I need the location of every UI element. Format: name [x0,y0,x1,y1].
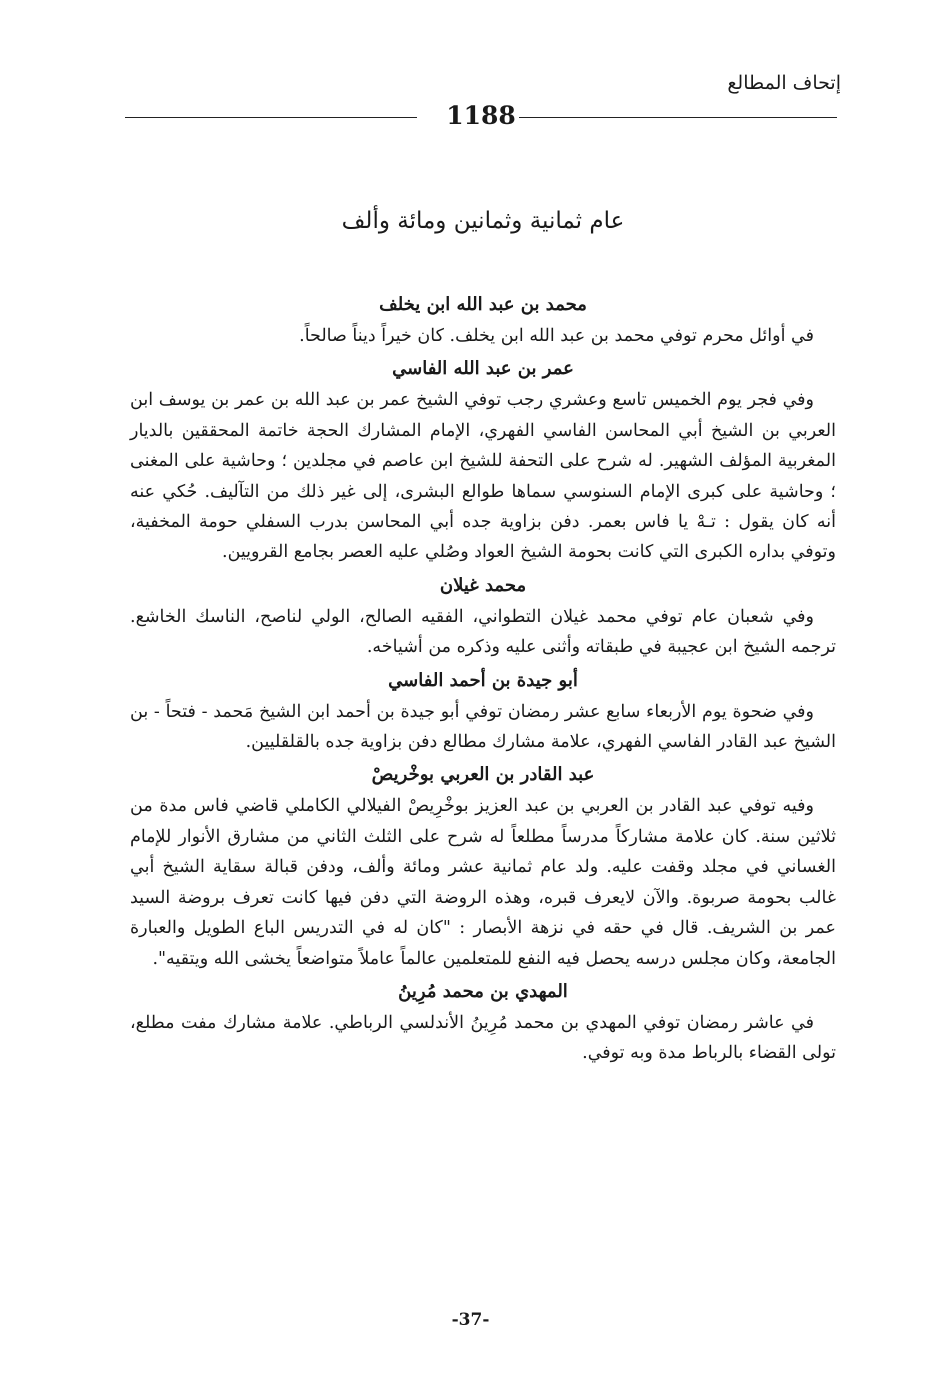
chapter-title: عام ثمانية وثمانين ومائة وألف [341,208,625,234]
entry-text: وفي فجر يوم الخميس تاسع وعشري رجب توفي الشيخ عمر بن عبد الله بن عمر بن يوسف ابن العربي بن الشيخ أبي المحاسن الفاسي الفهري، الإمام المشارك الحجة خاتمة المحققين بالديار المغربية المؤلف الشهير. له شرح على التحفة للشيخ ابن عاصم في مجلدين ؛ وحاشية على المغنى ؛ وحاشية على كبرى الإمام السنوسي سماها طوالع البشرى، إلى غير ذلك من التآليف. حُكي عنه أنه كان يقول : تـهْ يا فاس بعمر. دفن بزاوية جده أبي المحاسن بدرب السفلي حومة المخفية، وتوفي بداره الكبرى التي كانت بحومة الشيخ العواد وصُلي عليه العصر بجامع القرويين. [130,390,836,563]
header-rule-right [519,117,837,118]
entry-heading: محمد غيلان [439,574,527,596]
entry-heading: عمر بن عبد الله الفاسي [392,358,574,380]
entry-text: وفي ضحوة يوم الأربعاء سابع عشر رمضان توفي أبو جيدة بن أحمد ابن الشيخ مَحمد - فتحاً - بن الشيخ عبد القادر الفاسي الفهري، علامة مشارك مطالع دفن بزاوية جده بالقلقليين. [130,701,836,753]
entry-text: في أوائل محرم توفي محمد بن عبد الله ابن يخلف. كان خيراً ديناً صالحاً. [299,326,814,346]
entry-heading: المهدي بن محمد مُرِينُ [398,980,568,1002]
entry-heading: أبو جيدة بن أحمد الفاسي [388,669,578,691]
entry-text: وفيه توفي عبد القادر بن العربي بن عبد العزيز بوخْرِيصْ الفيلالي الكاملي قاضي فاس مدة من ثلاثين سنة. كان علامة مشاركاً مدرساً مطلعاً له شرح على الثلث الثاني من مشارق الأنوار للإمام الغساني في مجلد وقفت عليه. ولد عام ثمانية عشر ومائة وألف، ودفن قبالة سقاية الشيخ أبي غالب بحومة صربوة. والآن لايعرف قبره، وهذه الروضة التي دفن فيها كانت تعرف بروضة السيد عمر بن الشريف. قال في حقه في نزهة الأبصار : "كان له في التدريس الباع الطويل والعبارة الجامعة، وكان مجلس درسه يحصل فيه النفع للمتعلمين عالماً عاملاً متواضعاً يخشى الله ويتقيه". [130,796,836,969]
entry-heading: عبد القادر بن العربي بوخْريصْ [371,764,595,786]
header-rule-left [125,117,417,118]
entry-text: وفي شعبان عام توفي محمد غيلان التطواني، الفقيه الصالح، الولي لناصح، الناسك الخاشع. ترجمه الشيخ ابن عجيبة في طبقاته وأثنى عليه وذكره من أشياخه. [130,606,836,658]
entry-heading: محمد بن عبد الله ابن يخلف [379,294,587,315]
entry-text: في عاشر رمضان توفي المهدي بن محمد مُرِينُ الأندلسي الرباطي. علامة مشارك مفت مطلع، تولى القضاء بالرباط مدة وبه توفي. [130,1012,836,1064]
page-number: 1188 [446,101,516,130]
running-head: إتحاف المطالع [727,72,841,94]
folio-number: -37- [451,1310,490,1330]
entries-body [130,289,836,1071]
page-header [125,98,837,138]
